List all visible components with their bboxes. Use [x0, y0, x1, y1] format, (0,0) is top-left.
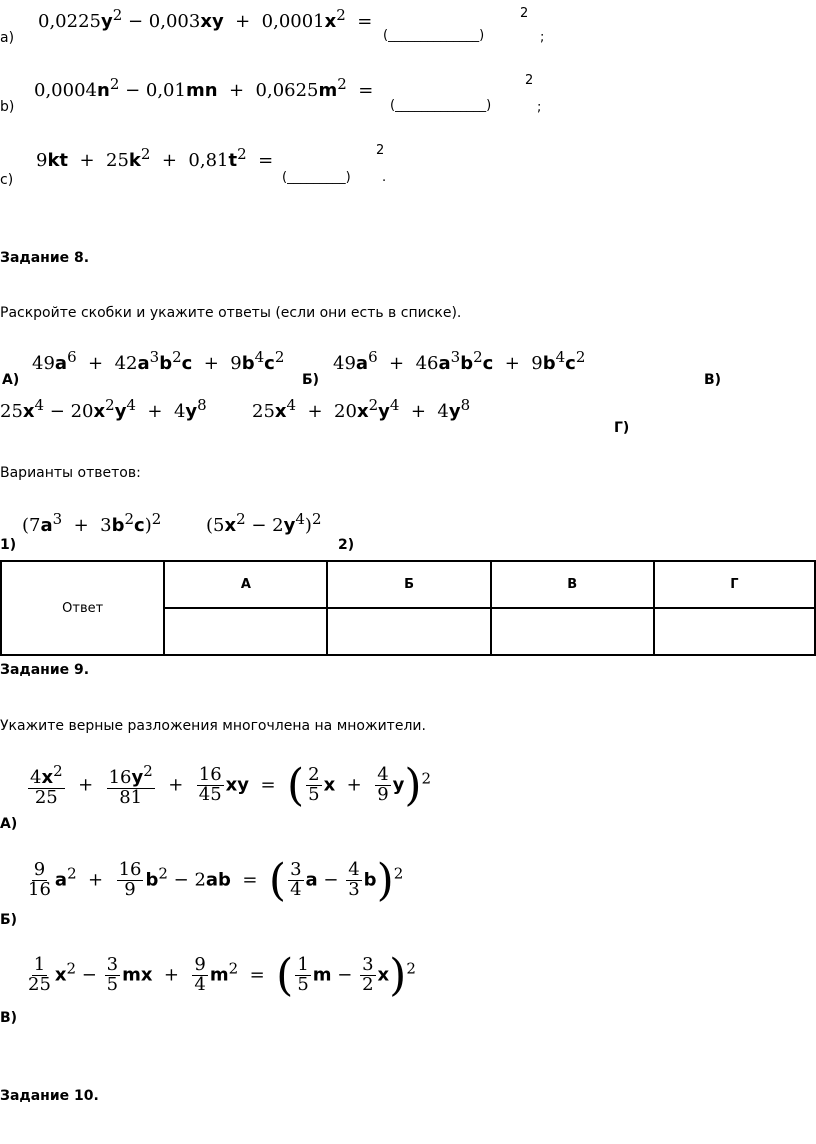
answer-row-header: Ответ	[1, 561, 164, 655]
label-v: В)	[704, 372, 722, 388]
item-label-c: c)	[0, 172, 14, 188]
column-header-g: Г	[654, 561, 815, 608]
task9-instruction: Укажите верные разложения многочлена на множители.	[0, 718, 426, 734]
expression-a: $49a^6 + 42a^3b^2c + 9b^4c^2$	[32, 348, 285, 374]
equation-b: $0,0004n^2 - 0,01mn + 0,0625m^2$ =	[34, 75, 374, 101]
answer-blank-a: (______________)	[383, 28, 485, 43]
answer-table	[0, 560, 816, 656]
item-label-a: a)	[0, 30, 15, 46]
factorization-a: $\frac{4x^2}{25}$ + $\frac{16y^2}{81}$ + $\frac{16}{45}$ xy = ( $\frac{2}{5}$ x + $\frac{4}{9}$ y)$^2$	[30, 760, 432, 811]
answer-cell-b[interactable]	[327, 608, 490, 655]
equation-c: $9kt + 25k^2 + 0,81t^2$ =	[36, 145, 274, 171]
label-a: А)	[2, 372, 20, 388]
column-header-a: А	[164, 561, 327, 608]
column-header-b: Б	[327, 561, 490, 608]
item-label-b: b)	[0, 99, 15, 115]
task8-instruction: Раскройте скобки и укажите ответы (если они есть в списке).	[0, 305, 462, 321]
expression-v: $25x^4 - 20x^2y^4 + 4y^8$	[0, 396, 207, 422]
variant-2: $(5x^2 - 2y^4)^2$	[206, 510, 322, 536]
expression-g: $25x^4 + 20x^2y^4 + 4y^8$	[252, 396, 471, 422]
label-b: Б)	[302, 372, 320, 388]
variants-title: Варианты ответов:	[0, 465, 141, 481]
task8-heading: Задание 8.	[0, 250, 90, 266]
task9-heading: Задание 9.	[0, 662, 90, 678]
exponent-a: 2	[520, 6, 529, 21]
equation-a: $0,0225y^2 - 0,003xy + 0,0001x^2$ =	[38, 6, 373, 32]
answer-cell-v[interactable]	[491, 608, 654, 655]
task9-label-v: В)	[0, 1010, 18, 1026]
label-g: Г)	[614, 420, 630, 436]
column-header-v: В	[491, 561, 654, 608]
punct-a: ;	[540, 30, 545, 45]
variant-label-1: 1)	[0, 537, 17, 553]
answer-blank-b: (______________)	[390, 98, 492, 113]
answer-blank-c: (_________)	[282, 170, 351, 185]
punct-c: .	[382, 170, 387, 185]
answer-cell-a[interactable]	[164, 608, 327, 655]
factorization-v: $\frac{1}{25}$ $x^2$ − $\frac{3}{5}$ mx + $\frac{9}{4}$ $m^2$ = ( $\frac{1}{5}$ m − $\frac{3}{2}$ x)$^2$	[28, 950, 416, 1001]
task9-label-a: А)	[0, 816, 18, 832]
variant-1: $(7a^3 + 3b^2c)^2$	[22, 510, 162, 536]
variant-label-2: 2)	[338, 537, 355, 553]
task9-label-b: Б)	[0, 912, 18, 928]
expression-b: $49a^6 + 46a^3b^2c + 9b^4c^2$	[333, 348, 586, 374]
exponent-b: 2	[525, 73, 534, 88]
answer-cell-g[interactable]	[654, 608, 815, 655]
punct-b: ;	[537, 100, 542, 115]
factorization-b: $\frac{9}{16}$ $a^2$ + $\frac{16}{9}$ $b^2 - 2ab$ = ( $\frac{3}{4}$ a − $\frac{4}{3}$ b)$^2$	[28, 855, 404, 906]
exponent-c: 2	[376, 143, 385, 158]
task10-heading: Задание 10.	[0, 1088, 99, 1104]
